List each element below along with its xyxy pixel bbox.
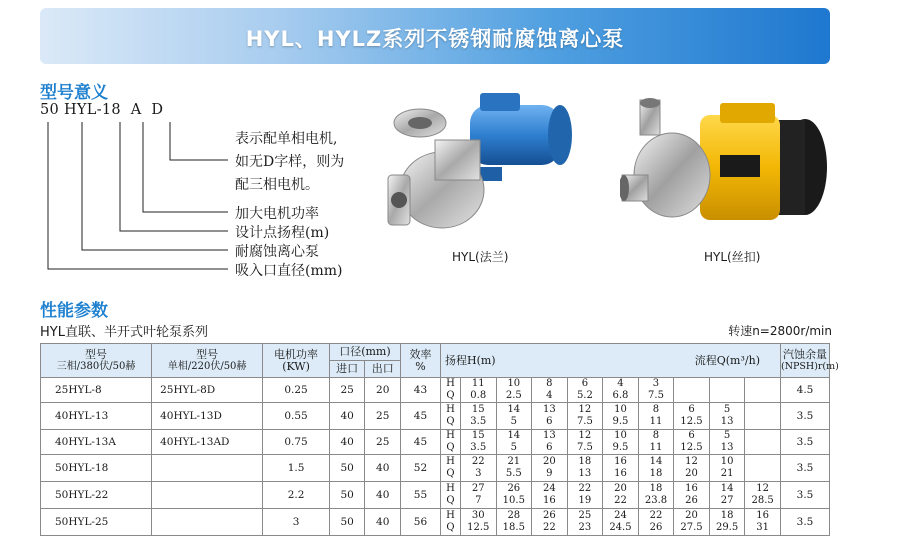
cell-head-flow-point	[745, 378, 781, 403]
cell-head-flow-point	[603, 455, 639, 482]
cell-head-flow-point	[496, 403, 532, 430]
head-value: 10	[720, 456, 734, 467]
head-value: 28	[507, 510, 521, 521]
cell-power: 0.25	[263, 378, 330, 403]
flow-value: 21	[720, 468, 734, 479]
cell-model-3phase: 50HYL-18	[41, 455, 152, 482]
cell-hq-labels	[440, 378, 460, 403]
head-value: 18	[649, 483, 663, 494]
header-inlet: 进口	[329, 361, 365, 378]
hq-label: Q	[446, 442, 455, 453]
head-value: 22	[578, 483, 592, 494]
explanation-pump-type: 耐腐蚀离心泵	[235, 244, 319, 260]
table-row	[41, 403, 830, 430]
table-row	[41, 455, 830, 482]
cell-head-flow-point	[496, 430, 532, 455]
flow-value: 3.5	[470, 442, 487, 453]
hq-label: H	[446, 456, 455, 467]
cell-head-flow-point	[460, 455, 496, 482]
flow-value: 26	[685, 495, 698, 506]
head-value: 18	[720, 510, 734, 521]
cell-efficiency: 45	[400, 430, 440, 455]
cell-head-flow-point	[603, 509, 639, 536]
header-model-1phase: 型号 单相/220伏/50赫	[152, 344, 263, 378]
cell-model-3phase: 50HYL-22	[41, 482, 152, 509]
flow-value: 9	[546, 468, 553, 479]
flow-value: 11	[649, 416, 663, 427]
flow-value: 26	[649, 522, 663, 533]
cell-efficiency: 45	[400, 403, 440, 430]
head-value: 14	[507, 430, 521, 441]
cell-head-flow-point	[745, 455, 781, 482]
hq-label: Q	[446, 468, 455, 479]
header-head-flow: 扬程H(m) 流程Q(m³/h)	[440, 344, 780, 378]
flow-value: 7	[475, 495, 482, 506]
cell-outlet: 40	[365, 509, 401, 536]
head-value: 4	[617, 378, 624, 389]
cell-hq-labels	[440, 403, 460, 430]
head-value: 18	[578, 456, 592, 467]
head-value: 25	[578, 510, 592, 521]
flow-value: 6	[546, 442, 553, 453]
head-value: 24	[542, 483, 556, 494]
head-value: 14	[507, 404, 521, 415]
cell-head-flow-point	[532, 509, 568, 536]
head-value: 14	[649, 456, 663, 467]
flow-value: 27.5	[680, 522, 703, 533]
head-value: 16	[614, 456, 627, 467]
flow-value: 7.5	[576, 442, 593, 453]
cell-efficiency: 43	[400, 378, 440, 403]
hq-label: H	[446, 378, 455, 389]
cell-head-flow-point	[674, 455, 710, 482]
hq-label: Q	[446, 416, 455, 427]
cell-power: 2.2	[263, 482, 330, 509]
table-row	[41, 430, 830, 455]
flow-value: 6.8	[612, 390, 629, 401]
head-value: 5	[723, 430, 731, 441]
cell-head-flow-point	[745, 430, 781, 455]
hq-label: H	[446, 510, 455, 521]
cell-efficiency: 52	[400, 455, 440, 482]
flow-value: 6	[546, 416, 553, 427]
flow-value	[745, 468, 780, 480]
cell-inlet: 25	[329, 378, 365, 403]
cell-outlet: 25	[365, 430, 401, 455]
cell-head-flow-point	[709, 403, 745, 430]
cell-head-flow-point	[532, 482, 568, 509]
head-value: 3	[652, 378, 660, 389]
cell-efficiency: 55	[400, 482, 440, 509]
cell-model-3phase: 50HYL-25	[41, 509, 152, 536]
flow-value	[745, 390, 780, 402]
flow-value: 10.5	[502, 495, 525, 506]
cell-inlet: 40	[329, 430, 365, 455]
flow-value: 19	[578, 495, 592, 506]
flow-value: 18.5	[502, 522, 525, 533]
cell-head-flow-point	[460, 403, 496, 430]
cell-head-flow-point	[567, 482, 603, 509]
flow-value: 16	[614, 468, 627, 479]
explanation-design-head: 设计点扬程(m)	[235, 225, 330, 241]
head-value: 8	[546, 378, 553, 389]
cell-head-flow-point	[603, 482, 639, 509]
flow-value: 7.5	[648, 390, 664, 401]
flow-value: 22	[542, 522, 556, 533]
flow-value: 18	[649, 468, 663, 479]
cell-head-flow-point	[603, 378, 639, 403]
cell-head-flow-point	[460, 482, 496, 509]
explanation-motor-power: 加大电机功率	[235, 206, 319, 222]
cell-outlet: 40	[365, 482, 401, 509]
cell-model-3phase: 25HYL-8	[41, 378, 152, 403]
cell-model-1phase: 40HYL-13AD	[152, 430, 263, 455]
head-value: 22	[471, 456, 485, 467]
head-value: 20	[685, 510, 698, 521]
cell-outlet: 20	[365, 378, 401, 403]
cell-efficiency: 56	[400, 509, 440, 536]
flow-value	[745, 442, 780, 454]
cell-inlet: 50	[329, 482, 365, 509]
cell-power: 1.5	[263, 455, 330, 482]
cell-hq-labels	[440, 509, 460, 536]
cell-head-flow-point	[638, 403, 674, 430]
cell-head-flow-point	[460, 509, 496, 536]
cell-head-flow-point	[567, 403, 603, 430]
head-value: 26	[507, 483, 521, 494]
cell-head-flow-point	[496, 378, 532, 403]
hq-label: H	[446, 404, 455, 415]
flow-value: 7.5	[576, 416, 593, 427]
cell-npsh: 4.5	[780, 378, 829, 403]
head-value: 20	[542, 456, 556, 467]
cell-head-flow-point	[674, 403, 710, 430]
head-value	[745, 456, 780, 468]
cell-inlet: 50	[329, 455, 365, 482]
head-value: 13	[542, 404, 556, 415]
cell-head-flow-point	[496, 455, 532, 482]
cell-head-flow-point	[674, 378, 710, 403]
head-value: 13	[542, 430, 556, 441]
cell-npsh: 3.5	[780, 482, 829, 509]
head-value: 8	[652, 430, 660, 441]
rotation-speed: 转速n=2800r/min	[728, 324, 832, 338]
cell-head-flow-point	[709, 455, 745, 482]
header-efficiency: 效率 %	[400, 344, 440, 378]
flow-value: 5	[510, 442, 517, 453]
model-meaning-heading: 型号意义	[40, 83, 108, 103]
cell-head-flow-point	[460, 378, 496, 403]
explanation-single-phase-3: 配三相电机。	[235, 177, 319, 193]
flow-value: 12.5	[680, 416, 703, 427]
flow-value: 16	[542, 495, 556, 506]
flow-value: 23.8	[644, 495, 668, 506]
header-outlet: 出口	[365, 361, 401, 378]
cell-head-flow-point	[638, 482, 674, 509]
cell-npsh: 3.5	[780, 509, 829, 536]
cell-model-1phase	[152, 509, 263, 536]
cell-head-flow-point	[532, 455, 568, 482]
cell-hq-labels	[440, 455, 460, 482]
flow-value: 0.8	[470, 390, 487, 401]
head-value: 16	[685, 483, 698, 494]
head-value: 27	[471, 483, 485, 494]
flow-value: 3.5	[470, 416, 487, 427]
head-value	[745, 404, 780, 416]
cell-head-flow-point	[709, 430, 745, 455]
hq-label: H	[446, 430, 455, 441]
cell-power: 3	[263, 509, 330, 536]
table-row	[41, 509, 830, 536]
cell-model-1phase	[152, 455, 263, 482]
flow-value: 23	[578, 522, 592, 533]
cell-power: 0.55	[263, 403, 330, 430]
head-value: 12	[756, 483, 770, 494]
cell-head-flow-point	[567, 378, 603, 403]
head-value: 10	[507, 378, 521, 389]
cell-hq-labels	[440, 482, 460, 509]
head-value: 12	[685, 456, 698, 467]
explanation-single-phase-2: 如无D字样，则为	[235, 154, 345, 170]
table-row	[41, 378, 830, 403]
head-value: 15	[471, 430, 485, 441]
page-title: HYL、HYLZ系列不锈钢耐腐蚀离心泵	[245, 27, 625, 51]
cell-model-1phase: 40HYL-13D	[152, 403, 263, 430]
flow-value: 11	[649, 442, 663, 453]
head-value: 6	[581, 378, 589, 389]
hq-label: Q	[446, 495, 455, 506]
flow-value	[710, 390, 745, 402]
explanation-inlet-diameter: 吸入口直径(mm)	[235, 263, 343, 279]
cell-head-flow-point	[567, 455, 603, 482]
cell-inlet: 40	[329, 403, 365, 430]
cell-outlet: 40	[365, 455, 401, 482]
cell-power: 0.75	[263, 430, 330, 455]
cell-model-3phase: 40HYL-13	[41, 403, 152, 430]
header-model-3phase: 型号 三相/380伏/50赫	[41, 344, 152, 378]
flow-value: 28.5	[751, 495, 774, 506]
head-value: 26	[542, 510, 556, 521]
cell-head-flow-point	[674, 509, 710, 536]
flow-value: 5.2	[576, 390, 593, 401]
cell-head-flow-point	[638, 430, 674, 455]
flow-value: 12.5	[680, 442, 703, 453]
cell-head-flow-point	[460, 430, 496, 455]
head-value: 14	[720, 483, 734, 494]
flow-value: 24.5	[609, 522, 632, 533]
threaded-pump-caption: HYL(丝扣)	[704, 250, 761, 264]
cell-head-flow-point	[674, 482, 710, 509]
hq-label: H	[446, 483, 455, 494]
cell-model-1phase: 25HYL-8D	[152, 378, 263, 403]
head-value	[745, 378, 780, 390]
flow-value: 31	[756, 522, 770, 533]
cell-head-flow-point	[567, 430, 603, 455]
flow-value: 12.5	[467, 522, 490, 533]
head-value: 12	[578, 430, 592, 441]
performance-heading: 性能参数	[40, 301, 108, 321]
flow-value: 13	[720, 442, 734, 453]
flow-value	[674, 390, 709, 402]
flow-value: 3	[475, 468, 482, 479]
cell-model-1phase	[152, 482, 263, 509]
threaded-pump-image	[620, 95, 830, 240]
flanged-pump-image	[380, 85, 580, 245]
header-bore: 口径(mm)	[329, 344, 400, 361]
performance-table	[40, 343, 839, 536]
flow-value: 22	[614, 495, 627, 506]
hq-label: Q	[446, 522, 455, 533]
flow-value: 13	[720, 416, 734, 427]
head-value: 30	[471, 510, 485, 521]
cell-head-flow-point	[638, 509, 674, 536]
table-row	[41, 482, 830, 509]
cell-npsh: 3.5	[780, 455, 829, 482]
head-value: 22	[649, 510, 663, 521]
head-value: 24	[614, 510, 627, 521]
header-motor-power: 电机功率 (KW)	[263, 344, 330, 378]
series-subtitle: HYL直联、半开式叶轮泵系列	[40, 325, 208, 340]
cell-head-flow-point	[603, 403, 639, 430]
header-npsh: 汽蚀余量 (NPSH)r(m)	[780, 344, 829, 378]
head-value: 21	[507, 456, 521, 467]
cell-head-flow-point	[567, 509, 603, 536]
head-value: 6	[688, 430, 695, 441]
head-value: 15	[471, 404, 485, 415]
head-value: 5	[723, 404, 731, 415]
cell-head-flow-point	[532, 403, 568, 430]
flow-value: 9.5	[612, 442, 629, 453]
cell-outlet: 25	[365, 403, 401, 430]
model-code: 50 HYL-18 A D	[40, 102, 164, 118]
hq-label: Q	[446, 390, 455, 401]
cell-head-flow-point	[745, 482, 781, 509]
flanged-pump-caption: HYL(法兰)	[452, 250, 509, 264]
cell-head-flow-point	[532, 378, 568, 403]
cell-head-flow-point	[638, 378, 674, 403]
cell-model-3phase: 40HYL-13A	[41, 430, 152, 455]
flow-value: 9.5	[612, 416, 629, 427]
flow-value: 27	[720, 495, 734, 506]
cell-head-flow-point	[638, 455, 674, 482]
head-value: 10	[614, 430, 627, 441]
head-value: 12	[578, 404, 592, 415]
cell-hq-labels	[440, 430, 460, 455]
cell-head-flow-point	[745, 509, 781, 536]
cell-head-flow-point	[709, 482, 745, 509]
cell-head-flow-point	[745, 403, 781, 430]
head-value: 10	[614, 404, 627, 415]
explanation-single-phase-1: 表示配单相电机,	[235, 131, 338, 147]
flow-value: 2.5	[505, 390, 522, 401]
cell-inlet: 50	[329, 509, 365, 536]
head-value: 6	[688, 404, 695, 415]
cell-head-flow-point	[496, 482, 532, 509]
head-value: 20	[614, 483, 627, 494]
head-value: 16	[756, 510, 770, 521]
flow-value: 13	[578, 468, 592, 479]
flow-value	[745, 416, 780, 428]
cell-npsh: 3.5	[780, 403, 829, 430]
flow-value: 5	[510, 416, 517, 427]
head-value	[710, 378, 745, 390]
head-value	[674, 378, 709, 390]
head-value	[745, 430, 780, 442]
head-value: 11	[471, 378, 485, 389]
cell-head-flow-point	[709, 509, 745, 536]
head-value: 8	[652, 404, 660, 415]
flow-value: 29.5	[715, 522, 739, 533]
cell-head-flow-point	[603, 430, 639, 455]
cell-head-flow-point	[532, 430, 568, 455]
flow-value: 20	[685, 468, 698, 479]
cell-head-flow-point	[709, 378, 745, 403]
flow-value: 5.5	[505, 468, 522, 479]
cell-npsh: 3.5	[780, 430, 829, 455]
flow-value: 4	[546, 390, 553, 401]
cell-head-flow-point	[674, 430, 710, 455]
cell-head-flow-point	[496, 509, 532, 536]
